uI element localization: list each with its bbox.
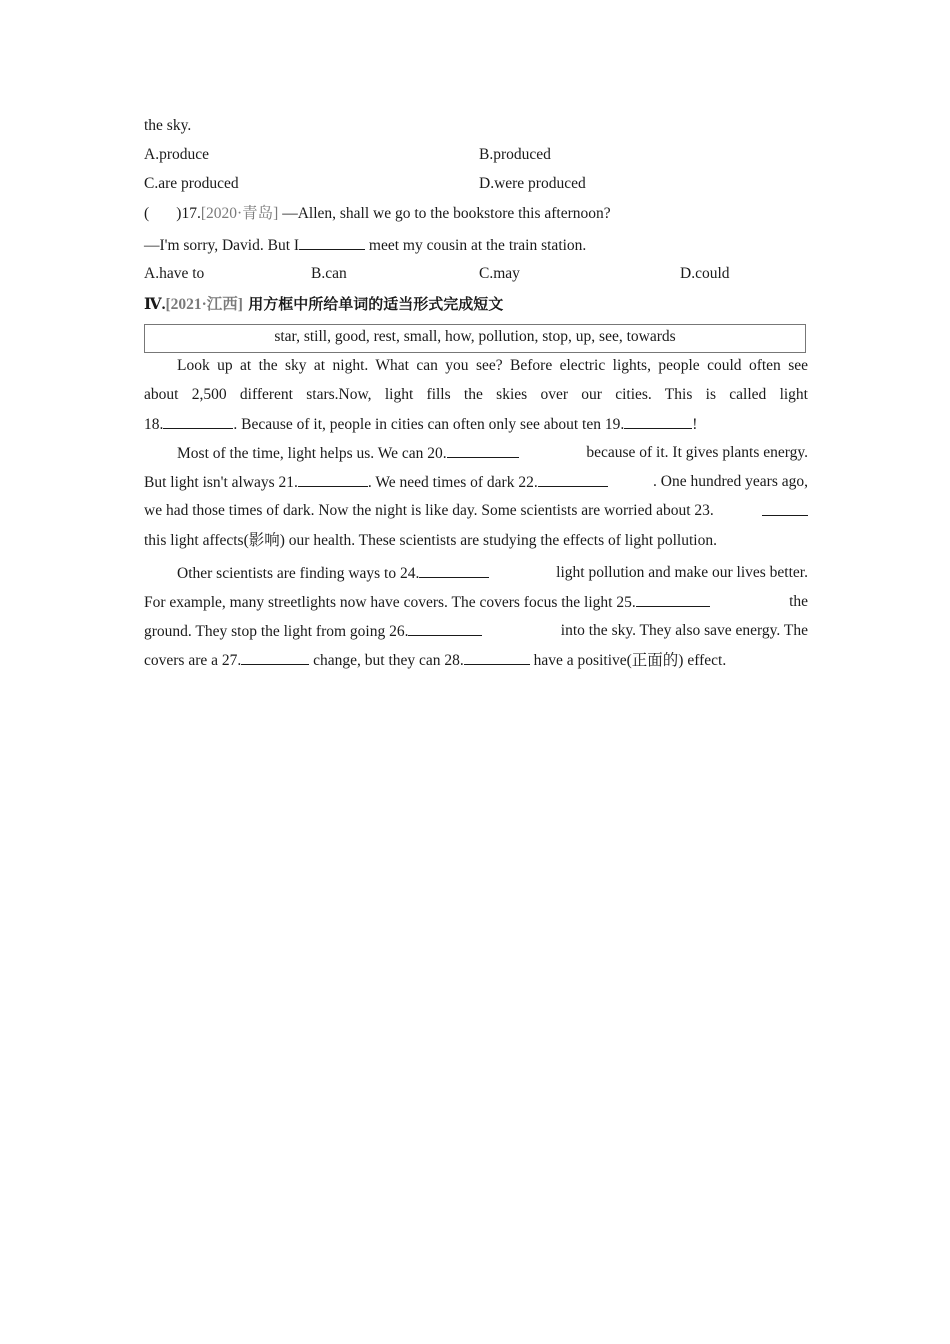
blank-18 <box>163 414 233 429</box>
passage-p2-line2-a <box>144 472 608 493</box>
q17-option-c: C.may <box>479 265 520 282</box>
passage-p2-line1-start <box>177 443 519 464</box>
q16-option-b: B.produced <box>479 146 551 163</box>
passage-p2-line1-end: because of it. It gives plants energy. <box>586 444 808 461</box>
blank-28 <box>464 650 530 665</box>
blank-22 <box>538 472 608 487</box>
passage-p3-line1-end: light pollution and make our lives better. <box>556 564 808 581</box>
section-heading <box>144 294 503 315</box>
blank-28-label: change, but they can 28. <box>309 652 464 669</box>
passage-p1-line2: about 2,500 different stars.Now, light fills the skies over our cities. This is called light <box>144 386 808 403</box>
blank-24-label: Other scientists are finding ways to 24. <box>177 565 420 582</box>
passage-p3-line2 <box>144 592 808 613</box>
q16-option-c: C.are produced <box>144 175 239 192</box>
blank-26-label: ground. They stop the light from going 26. <box>144 623 409 640</box>
q17-number: 17. <box>181 205 201 222</box>
passage-p3-line2-start <box>144 592 710 613</box>
passage-p3-line3-end: into the sky. They also save energy. The <box>560 622 808 639</box>
q17-answer-paren: ( ) <box>144 205 182 222</box>
blank-21 <box>298 472 368 487</box>
passage-p3-line2-end: the <box>789 593 808 610</box>
section-title: 用方框中所给单词的适当形式完成短文 <box>242 295 504 313</box>
q16-tail: the sky. <box>144 117 192 134</box>
q17-blank <box>299 235 365 250</box>
passage-p1-line1: Look up at the sky at night. What can you see? Before electric lights, people could often see <box>177 357 808 374</box>
passage-p3-line1 <box>177 563 808 584</box>
blank-23 <box>762 501 808 516</box>
passage-p2-line2-end: . One hundred years ago, <box>653 473 808 490</box>
q17-option-a: A.have to <box>144 265 205 282</box>
q17-option-d: D.could <box>680 265 730 282</box>
passage-p3-line4 <box>144 650 726 671</box>
blank-24 <box>419 563 489 578</box>
section-numeral: Ⅳ. <box>144 296 166 313</box>
passage-p3-line4-end: have a positive(正面的) effect. <box>529 652 727 669</box>
q17-answer-line <box>144 235 586 256</box>
blank-20-label: Most of the time, light helps us. We can 20. <box>177 445 447 462</box>
blank-22-label: . We need times of dark 22. <box>367 474 538 491</box>
passage-p2-line2 <box>144 472 808 493</box>
blank-18-label: 18. <box>144 416 164 433</box>
blank-21-label: But light isn't always 21. <box>144 474 298 491</box>
blank-25 <box>636 592 710 607</box>
passage-p2-line3 <box>144 501 808 521</box>
q17-answer-before: —I'm sorry, David. But I <box>144 237 300 254</box>
q17-question-line <box>144 204 611 224</box>
passage-p3-line1-start <box>177 563 489 584</box>
passage-p1-line3 <box>144 414 697 435</box>
blank-20 <box>447 443 519 458</box>
q16-option-a: A.produce <box>144 146 209 163</box>
q17-option-b: B.can <box>311 265 347 282</box>
blank-27 <box>241 650 309 665</box>
section-source: [2021·江西] <box>165 296 243 313</box>
passage-p2-line3-text: we had those times of dark. Now the night is like day. Some scientists are worried about 23. <box>144 502 714 519</box>
passage-p3-line3-start <box>144 621 482 642</box>
q17-answer-after: meet my cousin at the train station. <box>365 237 587 254</box>
word-bank-box: star, still, good, rest, small, how, pollution, stop, up, see, towards <box>144 324 806 353</box>
q17-source: [2020·青岛] <box>200 205 279 222</box>
passage-p2-line1 <box>177 443 808 464</box>
blank-19 <box>624 414 692 429</box>
blank-26 <box>408 621 482 636</box>
passage-p2-line4: this light affects(影响) our health. These scientists are studying the effects of light pollution. <box>144 532 717 549</box>
blank-25-label: For example, many streetlights now have covers. The covers focus the light 25. <box>144 594 636 611</box>
q17-question: —Allen, shall we go to the bookstore this afternoon? <box>278 205 611 222</box>
q16-option-d: D.were produced <box>479 175 586 192</box>
passage-p1-line3-end: ! <box>692 416 698 433</box>
passage-p3-line3 <box>144 621 808 642</box>
blank-27-label: covers are a 27. <box>144 652 242 669</box>
passage-p1-line3-mid: . Because of it, people in cities can often only see about ten 19. <box>233 416 625 433</box>
